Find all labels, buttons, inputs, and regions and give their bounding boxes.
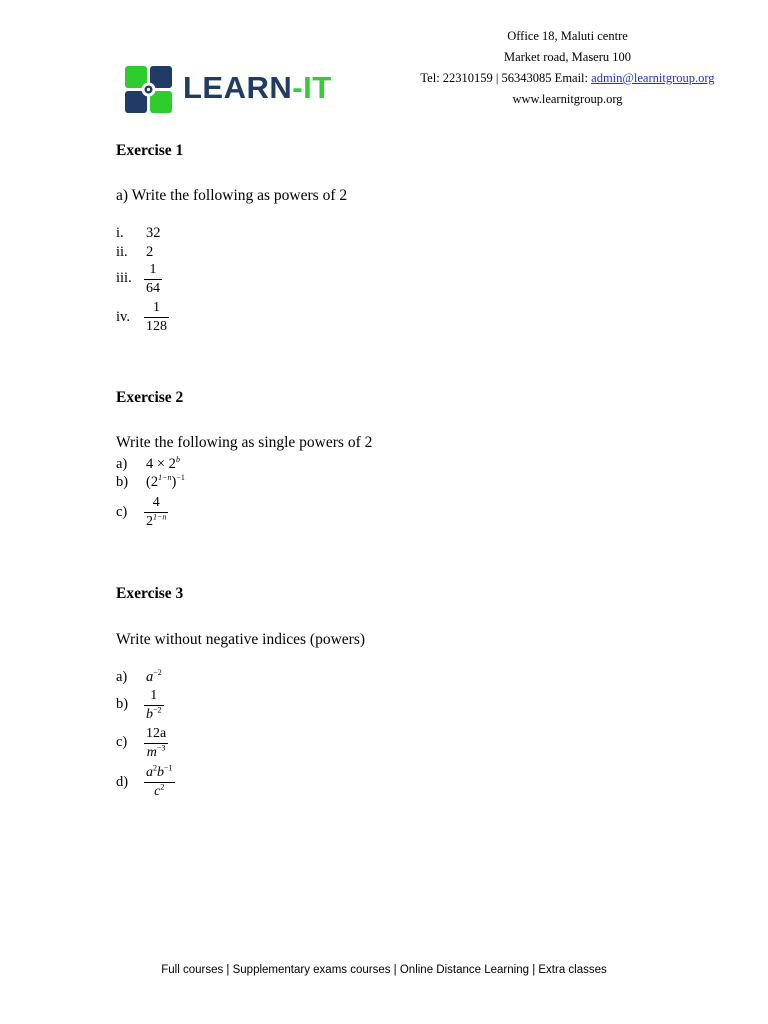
expr-outer-exponent: −1 — [176, 473, 185, 483]
contact-line — [400, 68, 735, 89]
ex1-item-label: iii. — [116, 270, 132, 286]
ex3-fraction — [144, 726, 168, 761]
numerator: 1 — [150, 688, 158, 703]
exercise-1-title: Exercise 1 — [116, 142, 184, 159]
logo-text-accent: -IT — [292, 70, 332, 105]
ex3-fraction — [144, 765, 175, 800]
expr-exponent: 1−n — [158, 473, 172, 483]
ex1-fraction — [144, 262, 162, 297]
den-base: c — [154, 784, 161, 799]
learn-it-logo — [125, 66, 355, 114]
address-line-1: Office 18, Maluti centre — [507, 29, 628, 43]
ex2-item-label: a) — [116, 456, 128, 472]
expr-base: 4 × 2 — [146, 456, 176, 472]
num-b: b — [157, 765, 164, 780]
num-a-exponent: 2 — [153, 763, 157, 773]
denominator: 64 — [146, 281, 160, 296]
ex3-item-label: c) — [116, 734, 128, 750]
logo-text-main: LEARN — [183, 70, 293, 105]
ex1-item-label: i. — [116, 225, 124, 241]
ex1-fraction — [144, 300, 169, 335]
logo-text — [183, 70, 332, 106]
ex2-expression — [146, 474, 185, 491]
ex3-expression — [146, 669, 162, 686]
expr-base: (2 — [146, 474, 159, 490]
numerator: 1 — [153, 300, 160, 315]
footer-courses: Full courses | Supplementary exams courses | Online Distance Learning | Extra classes — [161, 964, 607, 976]
denominator — [144, 784, 175, 800]
den-exponent: −3 — [156, 743, 166, 753]
den-base: b — [146, 707, 153, 722]
ex2-fraction — [144, 495, 168, 530]
num-b-exponent: −1 — [164, 763, 173, 773]
ex3-item-label: b) — [116, 696, 129, 712]
den-base: 2 — [146, 514, 153, 529]
den-exponent: 2 — [160, 782, 165, 792]
website-line: www.learnitgroup.org — [512, 92, 623, 106]
exercise-2-title: Exercise 2 — [116, 389, 184, 406]
ex1-item-value: 32 — [146, 225, 161, 241]
expr-close: ) — [171, 474, 177, 490]
den-exponent: 1−n — [153, 512, 167, 522]
exercise-2-instruction: Write the following as single powers of 2 — [116, 434, 373, 451]
contact-block — [400, 26, 735, 110]
ex1-item-value: 2 — [146, 244, 154, 260]
exercise-3-instruction: Write without negative indices (powers) — [116, 631, 366, 648]
tel-label: Tel: 22310159 | 56343085 Email: — [420, 71, 592, 85]
ex2-item-label: b) — [116, 474, 129, 490]
num-a: a — [146, 765, 153, 780]
exercise-3-title: Exercise 3 — [116, 585, 184, 602]
numerator: 1 — [149, 262, 157, 277]
numerator — [144, 765, 175, 781]
denominator — [144, 745, 168, 761]
ex2-expression — [146, 456, 180, 473]
ex2-item-label: c) — [116, 504, 128, 520]
address-line-2: Market road, Maseru 100 — [503, 50, 632, 64]
email-link[interactable]: admin@learnitgroup.org — [591, 71, 715, 85]
denominator — [144, 514, 168, 530]
numerator: 12a — [146, 726, 167, 741]
exercise-1-instruction: a) Write the following as powers of 2 — [116, 187, 348, 204]
ex3-item-label: d) — [116, 774, 129, 790]
ex1-item-label: ii. — [116, 244, 128, 260]
denominator: 128 — [146, 319, 167, 334]
expr-exponent: −2 — [153, 668, 162, 678]
numerator: 4 — [152, 495, 160, 510]
ex1-item-label: iv. — [116, 309, 130, 325]
logo-squares-icon — [125, 66, 173, 114]
fraction-bar — [144, 279, 162, 280]
ex3-item-label: a) — [116, 669, 128, 685]
fraction-bar — [144, 317, 169, 318]
expr-exponent: b — [175, 455, 180, 465]
ex3-fraction — [144, 688, 164, 723]
den-base: m — [146, 745, 157, 760]
expr-base: a — [146, 669, 154, 685]
denominator — [144, 707, 164, 723]
den-exponent: −2 — [153, 705, 162, 715]
